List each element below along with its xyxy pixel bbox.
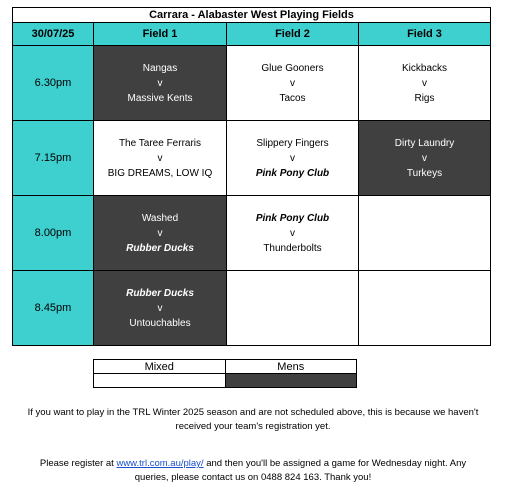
schedule-body <box>13 46 491 346</box>
team-home: Washed <box>141 212 179 224</box>
game-cell <box>359 46 491 121</box>
versus-label: v <box>157 302 163 314</box>
team-home: Glue Gooners <box>261 62 324 74</box>
versus-label: v <box>290 77 295 89</box>
versus-label: v <box>290 227 295 239</box>
time-cell: 6.30pm <box>13 46 94 121</box>
team-home: Pink Pony Club <box>255 212 330 224</box>
field-1-header: Field 1 <box>94 23 227 46</box>
register-suffix: and then you'll be assigned a game for Wednesday night. Any <box>203 458 467 469</box>
page-title: Carrara - Alabaster West Playing Fields <box>13 8 491 23</box>
field-3-header: Field 3 <box>359 23 491 46</box>
versus-label: v <box>157 152 163 164</box>
team-home: Rubber Ducks <box>126 287 194 299</box>
register-prefix: Please register at <box>39 458 117 469</box>
register-info <box>10 457 496 485</box>
game-cell <box>227 121 359 196</box>
team-home: Slippery Fingers <box>256 137 329 149</box>
register-link[interactable]: www.trl.com.au/play/ <box>116 458 204 469</box>
date-header: 30/07/25 <box>13 23 94 46</box>
game-cell <box>227 196 359 271</box>
versus-label: v <box>157 227 163 239</box>
team-home: Nangas <box>142 62 178 74</box>
legend-mixed-label: Mixed <box>94 360 226 374</box>
empty-game-cell <box>359 271 491 346</box>
game-cell <box>227 46 359 121</box>
team-home: The Taree Ferraris <box>118 137 202 149</box>
game-cell <box>94 196 227 271</box>
team-home: Kickbacks <box>401 62 447 74</box>
game-cell <box>94 271 227 346</box>
legend-mens-swatch <box>225 374 357 388</box>
field-2-header: Field 2 <box>227 23 359 46</box>
register-line-1 <box>10 457 496 471</box>
team-away: Rubber Ducks <box>126 242 194 254</box>
notice-line-2: received your team's registration yet. <box>175 421 331 432</box>
time-cell: 8.00pm <box>13 196 94 271</box>
team-away: BIG DREAMS, LOW IQ <box>107 167 213 179</box>
time-cell: 7.15pm <box>13 121 94 196</box>
versus-label: v <box>422 152 427 164</box>
versus-label: v <box>422 77 427 89</box>
team-away: Untouchables <box>129 317 191 329</box>
team-away: Pink Pony Club <box>255 167 330 179</box>
game-cell <box>94 121 227 196</box>
team-home: Dirty Laundry <box>394 137 455 149</box>
legend-table <box>93 359 357 388</box>
game-cell <box>359 121 491 196</box>
time-slot-row <box>13 46 491 121</box>
versus-label: v <box>290 152 295 164</box>
empty-game-cell <box>227 271 359 346</box>
time-slot-row <box>13 121 491 196</box>
legend-mixed-swatch <box>94 374 226 388</box>
fixture-table <box>12 7 491 346</box>
game-cell <box>94 46 227 121</box>
team-away: Massive Kents <box>127 92 193 104</box>
registration-notice <box>10 406 496 434</box>
time-slot-row <box>13 271 491 346</box>
team-away: Tacos <box>279 92 306 104</box>
register-line-2: queries, please contact us on 0488 824 163. Thank you! <box>134 472 372 483</box>
time-slot-row <box>13 196 491 271</box>
versus-label: v <box>157 77 163 89</box>
team-away: Turkeys <box>406 167 443 179</box>
legend-mens-label: Mens <box>225 360 357 374</box>
time-cell: 8.45pm <box>13 271 94 346</box>
empty-game-cell <box>359 196 491 271</box>
notice-line-1: If you want to play in the TRL Winter 2025 season and are not scheduled above, this is because we haven't <box>27 407 479 418</box>
team-away: Thunderbolts <box>263 242 322 254</box>
team-away: Rigs <box>414 92 435 104</box>
